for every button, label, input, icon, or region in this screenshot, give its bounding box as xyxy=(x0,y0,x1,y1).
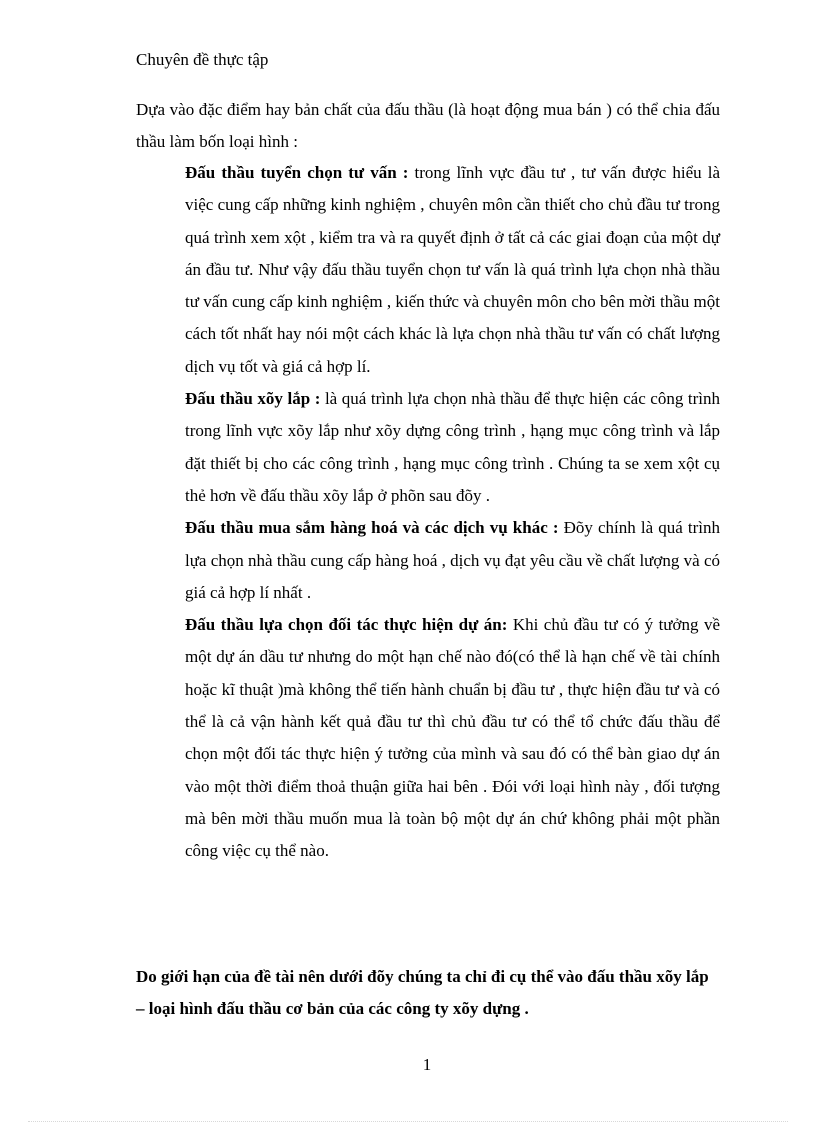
bidding-type-body: trong lĩnh vực đầu tư , tư vấn được hiểu là việc cung cấp những kinh nghiệm , chuyên môn cần thiết cho chủ đầu tư trong quá trình xem xột , kiểm tra và ra quyết định ở tất cả các giai đoạn của một dự án đầu tư. Như vậy đấu thầu tuyển chọn tư vấn là quá trình lựa chọn nhà thầu tư vấn cung cấp kinh nghiệm , kiến thức và chuyên môn cho bên mời thầu một cách tốt nhất hay nói một cách khác là lựa chọn nhà thầu tư vấn có chất lượng dịch vụ tốt và giá cả hợp lí. xyxy=(185,163,720,376)
bidding-type-item xyxy=(185,383,720,512)
bidding-type-item xyxy=(185,157,720,383)
page-number: 1 xyxy=(422,1055,432,1074)
bidding-type-title: Đấu thầu mua sắm hàng hoá và các dịch vụ khác : xyxy=(185,518,559,538)
bidding-types-list xyxy=(185,157,720,868)
page-header: Chuyên đề thực tập xyxy=(136,50,269,69)
conclusion-paragraph: Do giới hạn của đề tài nên dưới đõy chúng ta chỉ đi cụ thể vào đấu thầu xõy lắp – loại hình đấu thầu cơ bản của các công ty xõy dựng . xyxy=(136,967,709,1018)
bidding-type-title: Đấu thầu xõy lắp : xyxy=(185,389,321,409)
intro-paragraph: Dựa vào đặc điểm hay bản chất của đấu thầu (là hoạt động mua bán ) có thể chia đấu thầu làm bốn loại hình : xyxy=(136,100,720,151)
bidding-type-body: Đõy chính là quá trình lựa chọn nhà thầu cung cấp hàng hoá , dịch vụ đạt yêu cầu về chất lượng và có giá cả hợp lí nhất . xyxy=(185,518,720,602)
bidding-type-item xyxy=(185,512,720,609)
bidding-type-body: Khi chủ đầu tư có ý tưởng về một dự án dầu tư nhưng do một hạn chế nào đó(có thể là hạn chế về tài chính hoặc kĩ thuật )mà không thể tiến hành chuẩn bị đầu tư , thực hiện đầu tư và có thể là cả vận hành kết quả đầu tư thì chủ đầu tư có thể tổ chức đấu thầu để chọn một đối tác thực hiện ý tưởng của mình và sau đó có thể bàn giao dự án vào một thời điểm thoả thuận giữa hai bên . Đói với loại hình này , đối tượng mà bên mời thầu muốn mua là toàn bộ một dự án chứ không phải một phần công việc cụ thể nào. xyxy=(185,615,720,861)
footer-divider xyxy=(28,1121,788,1122)
bidding-type-title: Đấu thầu lựa chọn đối tác thực hiện dự án: xyxy=(185,615,508,635)
bidding-type-item xyxy=(185,609,720,867)
bidding-type-body: là quá trình lựa chọn nhà thầu để thực hiện các công trình trong lĩnh vực xõy lắp như xõy dựng công trình , hạng mục công trình và lắp đặt thiết bị cho các công trình , hạng mục công trình . Chúng ta se xem xột cụ thẻ hơn về đấu thầu xõy lắp ở phõn sau đõy . xyxy=(185,389,721,505)
bidding-type-title: Đấu thầu tuyển chọn tư vấn : xyxy=(185,163,409,182)
